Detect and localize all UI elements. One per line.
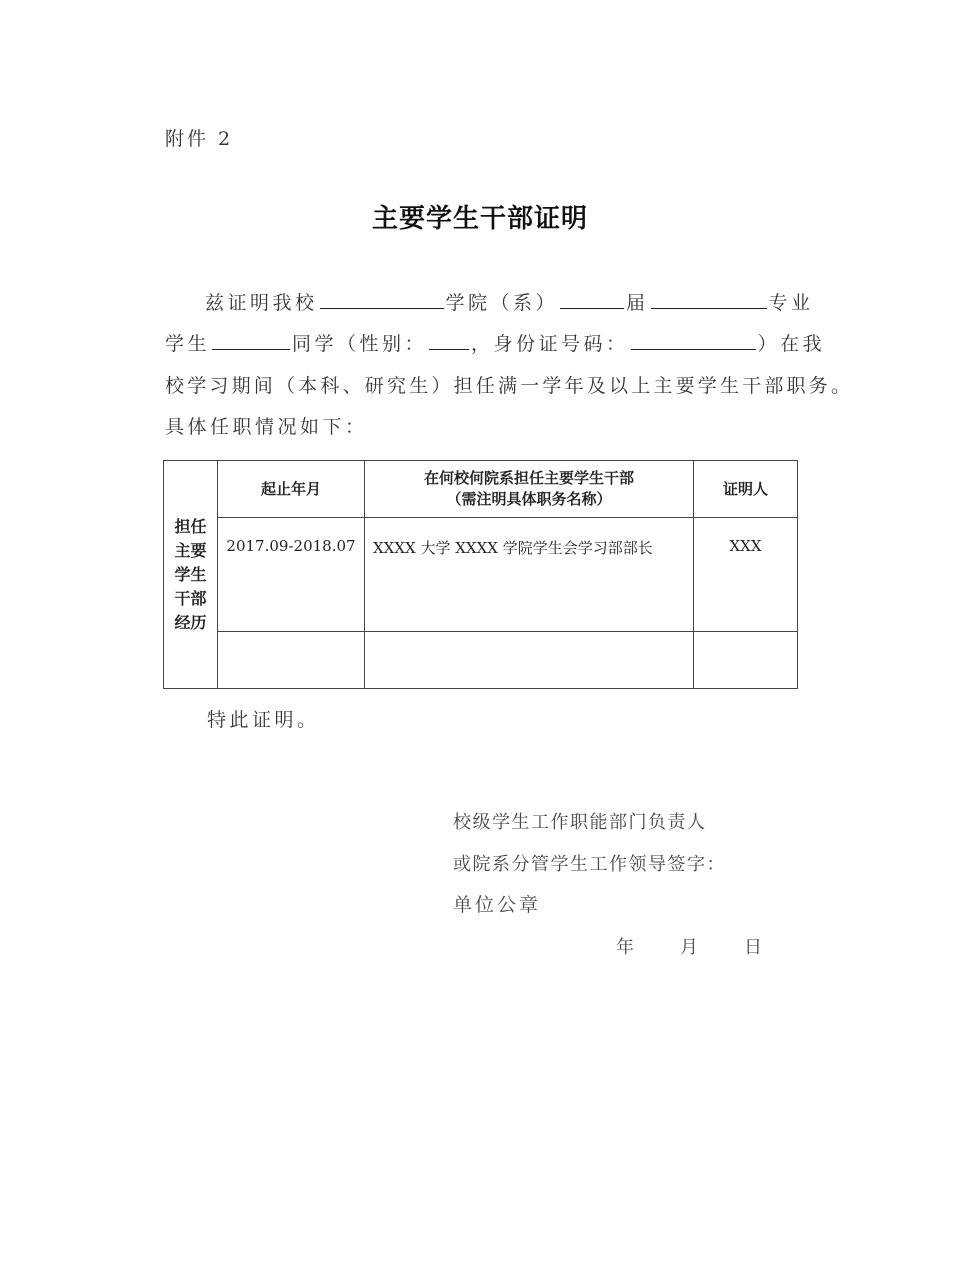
table-header-row [164,461,798,518]
side-label-line: 学生 [174,564,207,584]
gender-blank[interactable] [429,329,469,350]
body-text: 届 [626,292,649,314]
header-position-line1: 在何校何院系担任主要学生干部 [423,469,634,487]
body-line-3: 校学习期间（本科、研究生）担任满一学年及以上主要学生干部职务。 [165,375,854,397]
date-day: 日 [744,937,764,958]
school-blank[interactable] [320,288,444,309]
body-text: 学院（系） [445,292,559,314]
body-text: 同学（性别： [292,333,428,355]
id-number-blank[interactable] [631,329,756,350]
table-row [164,632,798,689]
side-label-line: 经历 [174,612,207,632]
body-text: 兹证明我校 [205,292,318,314]
class-blank[interactable] [560,288,624,309]
body-text: ，身份证号码： [471,333,629,355]
row3-position[interactable] [365,632,694,689]
side-label-line: 主要 [174,540,207,560]
body-text: 学生 [165,333,211,355]
signature-line-2: 或院系分管学生工作领导签字： [453,854,726,875]
attachment-label: 附件 2 [165,128,234,150]
side-label-cell [164,461,218,689]
header-position [365,461,694,518]
unit-seal-label: 单位公章 [453,894,542,916]
row3-certifier[interactable] [694,632,798,689]
date-month: 月 [680,937,700,958]
major-blank[interactable] [651,288,767,309]
row1-position[interactable]: XXXX 大学 XXXX 学院学生会学习部部长 [365,518,694,632]
body-line-2 [165,329,825,356]
body-line-4: 具体任职情况如下： [165,416,368,438]
document-title: 主要学生干部证明 [371,204,588,234]
row1-period[interactable]: 2017.09-2018.07 [218,518,365,632]
body-text: 专业 [768,292,814,314]
body-text: ）在我 [757,333,826,355]
row1-certifier[interactable]: XXX [694,518,798,632]
row3-period[interactable] [218,632,365,689]
table-row [164,518,798,632]
header-position-line2: （需注明具体职务名称） [446,490,612,508]
date-year: 年 [616,937,636,958]
header-period: 起止年月 [218,461,365,518]
body-line-1 [205,288,814,315]
closing-text: 特此证明。 [207,709,320,731]
side-label-line: 干部 [174,588,207,608]
header-certifier: 证明人 [694,461,798,518]
cadre-experience-table [163,460,798,689]
side-label-line: 担任 [174,516,207,536]
student-name-blank[interactable] [212,329,290,350]
signature-line-1: 校级学生工作职能部门负责人 [453,812,707,833]
